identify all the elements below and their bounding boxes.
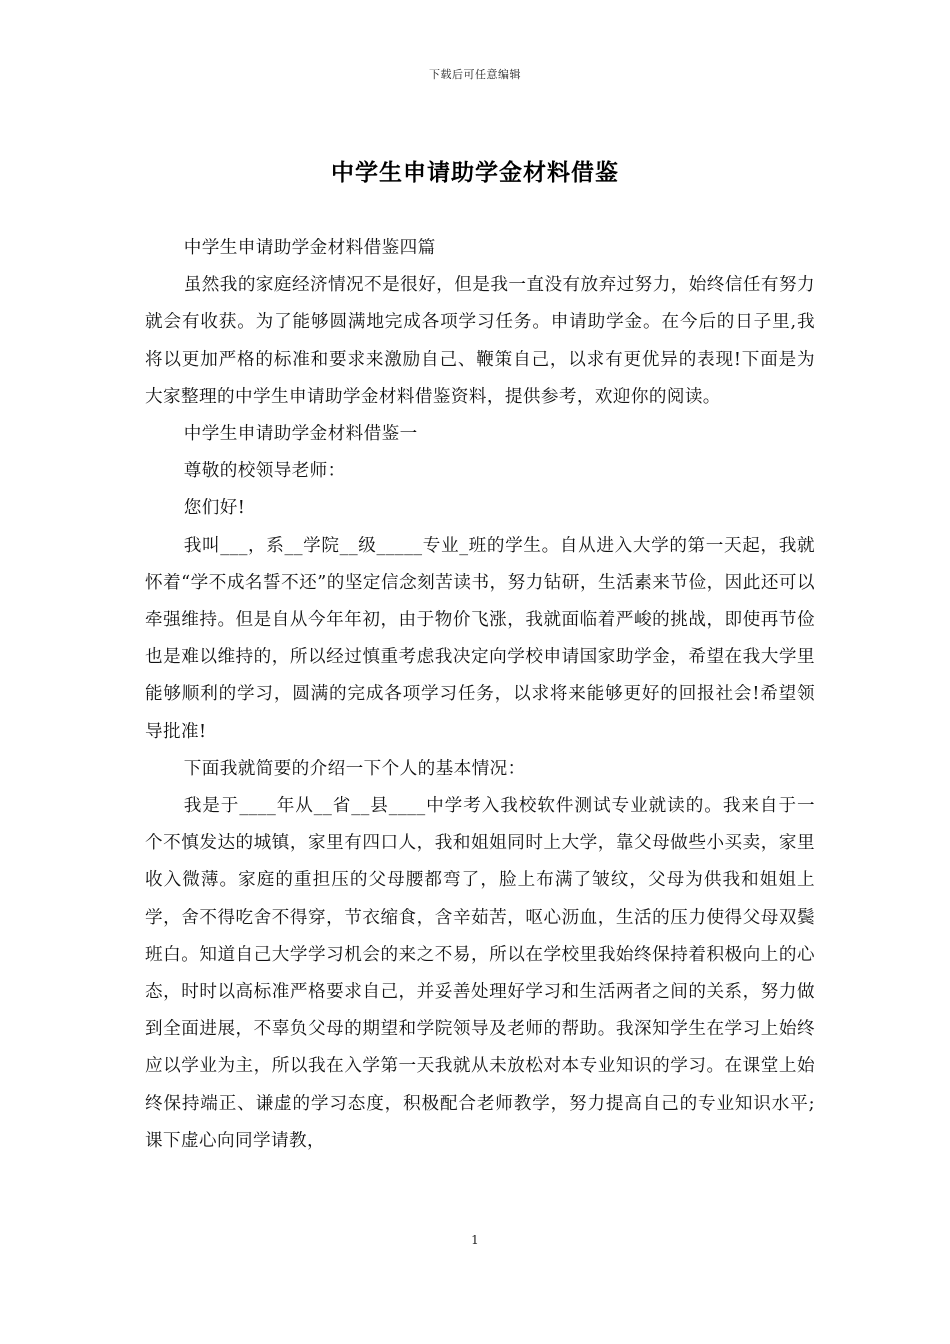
paragraph-intro: 虽然我的家庭经济情况不是很好，但是我一直没有放弃过努力，始终信任有努力就会有收获。为了能够圆满地完成各项学习任务。申请助学金。在今后的日子里,我将以更加严格的标准和要求来激励自己、鞭策自己，以求有更优异的表现!下面是为大家整理的中学生申请助学金材料借鉴资料，提供参考，欢迎你的阅读。 (145, 275, 815, 407)
document-title: 中学生申请助学金材料借鉴 (331, 159, 619, 186)
paragraph-subtitle: 中学生申请助学金材料借鉴四篇 (183, 238, 436, 258)
document-body (145, 230, 815, 1160)
paragraph-section-heading: 中学生申请助学金材料借鉴一 (183, 424, 418, 445)
paragraph-background: 我是于____年从__省__县____中学考入我校软件测试专业就读的。我来自于一个不慎发达的城镇，家里有四口人，我和姐姐同时上大学，靠父母做些小买卖，家里收入微薄。家庭的重担压的父母腰都弯了，脸上布满了皱纹，父母为供我和姐姐上学，舍不得吃舍不得穿，节衣缩食，含辛茹苦，呕心沥血，生活的压力使得父母双鬓班白。知道自己大学学习机会的来之不易，所以在学校里我始终保持着积极向上的心态，时时以高标准严格要求自己，并妥善处理好学习和生活两者之间的关系，努力做到全面进展，不辜负父母的期望和学院领导及老师的帮助。我深知学生在学习上始终应以学业为主，所以我在入学第一天我就从未放松对本专业知识的学习。在课堂上始终保持端正、谦虚的学习态度，积极配合老师教学，努力提高自己的专业知识水平;课下虚心向同学请教， (145, 796, 815, 1151)
page-header-note: 下载后可任意编辑 (429, 68, 521, 81)
paragraph-transition: 下面我就简要的介绍一下个人的基本情况： (183, 758, 526, 779)
paragraph-salutation: 尊敬的校领导老师： (183, 461, 346, 482)
paragraph-self-introduction: 我叫___，系__学院__级_____专业_班的学生。自从进入大学的第一天起，我就怀着“学不成名誓不还”的坚定信念刻苦读书，努力钻研，生活素来节俭，因此还可以牵强维持。但是自从今年年初，由于物价飞涨，我就面临着严峻的挑战，即使再节俭也是难以维持的，所以经过慎重考虑我决定向学校申请国家助学金，希望在我大学里能够顺利的学习，圆满的完成各项学习任务，以求将来能够更好的回报社会!希望领导批准! (145, 535, 815, 742)
page-number: 1 (471, 1233, 479, 1247)
paragraph-greeting: 您们好! (183, 498, 246, 519)
